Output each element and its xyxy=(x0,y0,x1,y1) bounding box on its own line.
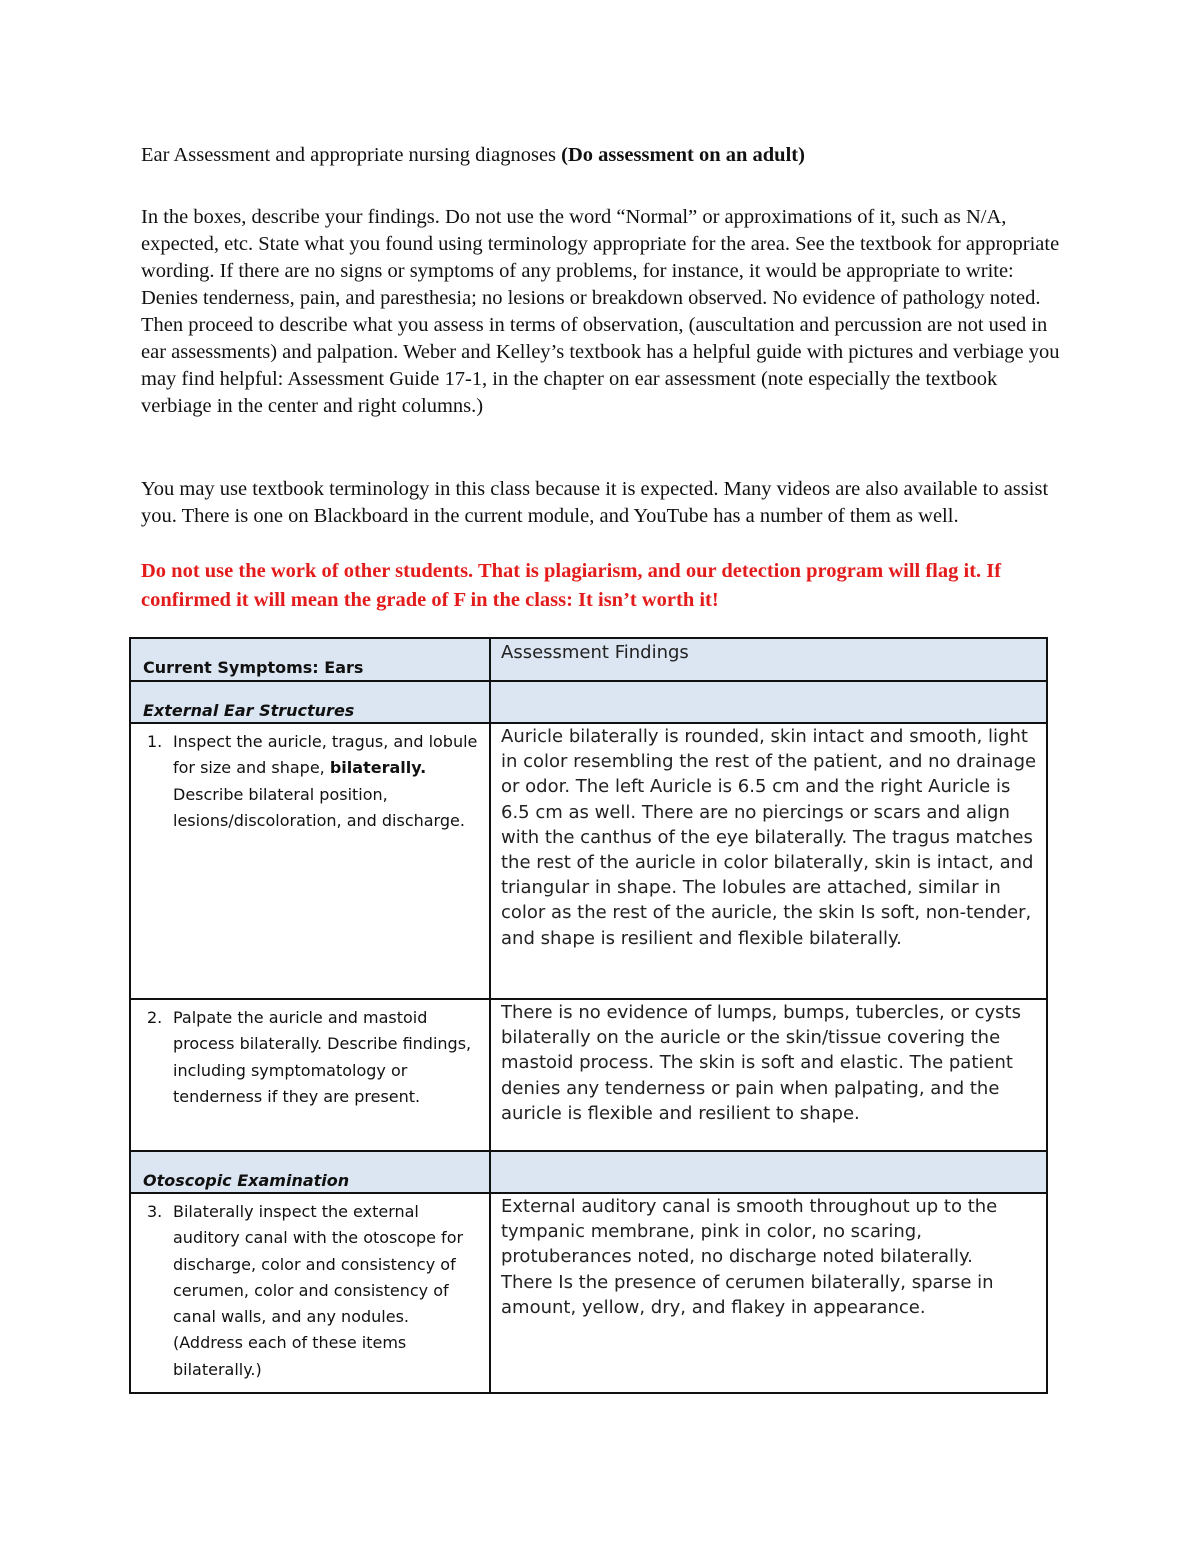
answer-cell-2[interactable] xyxy=(490,999,1047,1151)
question-1-text-a: Inspect the auricle, tragus, and lobule for size and shape, xyxy=(173,732,478,778)
table-row xyxy=(130,723,1047,999)
section-empty-cell xyxy=(490,1151,1047,1193)
plagiarism-warning: Do not use the work of other students. That is plagiarism, and our detection program will flag it. If confirmed it will mean the grade of F in the class: It isn’t worth it! xyxy=(141,560,1002,611)
table-header-row xyxy=(130,638,1047,681)
assessment-table xyxy=(129,637,1048,1394)
table-row xyxy=(130,999,1047,1151)
question-3 xyxy=(131,1194,489,1383)
instructions-paragraph-2: You may use textbook terminology in this class because it is expected. Many videos are also available to assist you. There is one on Blackboard in the current module, and YouTube has a number of them as well. xyxy=(141,478,1049,527)
answer-cell-3[interactable] xyxy=(490,1193,1047,1393)
section-row-otoscopic xyxy=(130,1151,1047,1193)
answer-2: There is no evidence of lumps, bumps, tubercles, or cysts bilaterally on the auricle or the skin/tissue covering the mastoid process. The skin is soft and elastic. The patient denies any tenderness or pain when palpating, and the auricle is flexible and resilient to shape. xyxy=(501,1002,1021,1124)
header-right-cell xyxy=(490,638,1047,681)
section-otoscopic-examination: Otoscopic Examination xyxy=(143,1171,350,1190)
answer-1: Auricle bilaterally is rounded, skin intact and smooth, light in color resembling the rest of the patient, and no drainage or odor. The left Auricle is 6.5 cm and the right Auricle is 6.5 cm as well. There are no piercings or scars and align with the canthus of the eye bilaterally. The tragus matches the rest of the auricle in color bilaterally, skin is intact, and triangular in shape. The lobules are attached, similar in color as the rest of the auricle, the skin Is soft, non-tender, and shape is resilient and flexible bilaterally. xyxy=(501,726,1037,949)
answer-3-canal: External auditory canal is smooth throughout up to the tympanic membrane, pink in color, no scaring, protuberances noted, no discharge noted bilaterally. xyxy=(501,1196,998,1268)
question-cell-3 xyxy=(130,1193,490,1393)
section-label-cell xyxy=(130,681,490,723)
question-1-text-b: Describe bilateral position, lesions/discoloration, and discharge. xyxy=(173,784,465,830)
question-2 xyxy=(131,1000,489,1110)
question-cell-2 xyxy=(130,999,490,1151)
answer-3-cerumen: There Is the presence of cerumen bilaterally, sparse in amount, yellow, dry, and flakey in appearance. xyxy=(501,1271,994,1318)
assessment-findings-header: Assessment Findings xyxy=(501,642,689,663)
question-1-bold: bilaterally. xyxy=(329,758,427,778)
question-3-text: Bilaterally inspect the external auditory canal with the otoscope for discharge, color and consistency of cerumen, color and consistency of canal walls, and any nodules. (Address each of these items bilaterally.) xyxy=(173,1202,464,1379)
title-emphasis: (Do assessment on an adult) xyxy=(561,144,805,166)
section-row-external xyxy=(130,681,1047,723)
question-1 xyxy=(131,724,489,834)
title-text: Ear Assessment and appropriate nursing diagnoses xyxy=(141,144,562,166)
question-number: 1. xyxy=(147,732,163,751)
header-left-cell xyxy=(130,638,490,681)
instructions-paragraph-1: In the boxes, describe your findings. Do not use the word “Normal” or approximations of it, such as N/A, expected, etc. State what you found using terminology appropriate for the area. See the textbook for appropriate wording. If there are no signs or symptoms of any problems, for instance, it would be appropriate to write: Denies tenderness, pain, and paresthesia; no lesions or breakdown observed. No evidence of pathology noted. Then proceed to describe what you assess in terms of observation, (auscultation and percussion are not used in ear assessments) and palpation. Weber and Kelley’s textbook has a helpful guide with pictures and verbiage you may find helpful: Assessment Guide 17-1, in the chapter on ear assessment (note especially the textbook verbiage in the center and right columns.) xyxy=(141,206,1060,417)
question-2-text: Palpate the auricle and mastoid process bilaterally. Describe findings, including symptomatology or tenderness if they are present. xyxy=(173,1008,472,1106)
section-external-ear-structures: External Ear Structures xyxy=(143,701,355,720)
section-empty-cell xyxy=(490,681,1047,723)
section-label-cell xyxy=(130,1151,490,1193)
table-row xyxy=(130,1193,1047,1393)
page-title xyxy=(141,144,1091,167)
answer-cell-1[interactable] xyxy=(490,723,1047,999)
current-symptoms-header: Current Symptoms: Ears xyxy=(143,658,364,677)
question-number: 2. xyxy=(147,1008,163,1027)
question-number: 3. xyxy=(147,1202,163,1221)
question-cell-1 xyxy=(130,723,490,999)
